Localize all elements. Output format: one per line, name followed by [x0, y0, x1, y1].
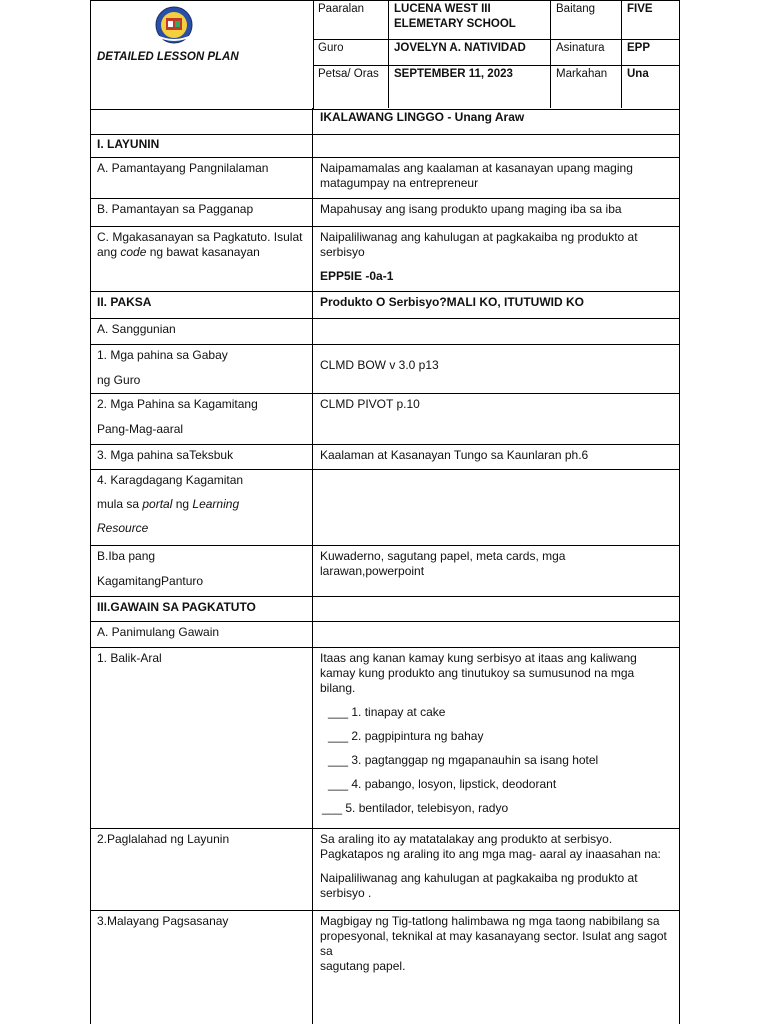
ibapang-value: Kuwaderno, sagutang papel, meta cards, mga larawan,powerpoint — [320, 549, 566, 578]
malayang-row — [91, 911, 679, 1024]
paksa-value: Produkto O Serbisyo?MALI KO, ITUTUWID KO — [320, 295, 584, 309]
petsa-label: Petsa/ Oras — [313, 66, 389, 108]
guro-label: Guro — [313, 40, 389, 65]
paksa-label: II. PAKSA — [91, 292, 313, 318]
panimulang-row — [91, 622, 679, 648]
petsa-value: SEPTEMBER 11, 2023 — [389, 66, 551, 108]
paaralan-label: Paaralan — [313, 1, 389, 39]
balik-aral-label: 1. Balik-Aral — [91, 648, 313, 828]
list-item: ___ 3. pagtanggap ng mgapanauhin sa isang hotel — [328, 753, 599, 767]
week-value: IKALAWANG LINGGO - Unang Araw — [320, 110, 525, 124]
header-row-paaralan — [313, 1, 679, 40]
guro-value: JOVELYN A. NATIVIDAD — [389, 40, 551, 65]
lesson-plan-page — [90, 0, 680, 1024]
list-item: ___ 1. tinapay at cake — [328, 705, 446, 719]
header-title-cell — [91, 1, 314, 109]
gawain-heading: III.GAWAIN SA PAGKATUTO — [91, 597, 313, 621]
week-row — [91, 108, 679, 135]
ibapang-label: B.Iba pang KagamitangPanturo — [91, 546, 313, 596]
header-info-grid — [313, 1, 679, 109]
list-item: ___ 5. bentilador, telebisyon, radyo — [322, 801, 509, 815]
malayang-value: Magbigay ng Tig-tatlong halimbawa ng mga taong nabibilang sa propesyonal, teknikal at may kasanayang sector. Isulat ang sagot sa sagutang papel. — [320, 914, 667, 973]
pagganap-label: B. Pamantayan sa Pagganap — [91, 199, 313, 226]
paglalahad-row — [91, 829, 679, 911]
gabay-row — [91, 345, 679, 394]
pamantayang-label: A. Pamantayang Pangnilalaman — [91, 158, 313, 198]
paglalahad-label: 2.Paglalahad ng Layunin — [91, 829, 313, 910]
kasanayan-value: Naipaliliwanag ang kahulugan at pagkakaiba ng produkto at serbisyo EPP5IE -0a-1 — [313, 227, 679, 291]
ibapang-row — [91, 546, 679, 597]
kasanayan-row — [91, 227, 679, 292]
kasanayan-code: EPP5IE -0a-1 — [320, 269, 394, 283]
baitang-label: Baitang — [551, 1, 622, 39]
document-title: DETAILED LESSON PLAN — [97, 51, 239, 63]
asinatura-label: Asinatura — [551, 40, 622, 65]
paksa-row — [91, 292, 679, 319]
layunin-row — [91, 135, 679, 158]
layunin-empty — [313, 135, 679, 157]
markahan-value: Una — [627, 68, 649, 80]
panimulang-empty — [313, 622, 679, 647]
karagdagang-empty — [313, 470, 679, 545]
teksbuk-label: 3. Mga pahina saTeksbuk — [91, 445, 313, 469]
teksbuk-value: Kaalaman at Kasanayan Tungo sa Kaunlaran ph.6 — [320, 448, 589, 462]
header-row-guro — [313, 40, 679, 66]
malayang-label: 3.Malayang Pagsasanay — [91, 911, 313, 1024]
sanggunian-row — [91, 319, 679, 345]
pamantayang-row — [91, 158, 679, 199]
markahan-label: Markahan — [551, 66, 622, 108]
gawain-row — [91, 597, 679, 622]
balik-aral-value: Itaas ang kanan kamay kung serbisyo at itaas ang kaliwang kamay kung produkto ang tinutukoy sa sumusunod na mga bilang. ___ 1. tinapay at cake ___ 2. pagpipintura ng bahay ___ 3. pagtanggap ng mgapanauhin sa isang hotel ___ 4. pabango, losyon, lipstick, deodorant ___ 5. bentilador, telebisyon, radyo — [313, 648, 679, 828]
lesson-plan-header — [91, 0, 679, 110]
kasanayan-label: C. Mgakasanayan sa Pagkatuto. Isulat ang code ng bawat kasanayan — [91, 227, 313, 291]
school-logo-icon — [149, 5, 199, 45]
sanggunian-label: A. Sanggunian — [91, 319, 313, 344]
paglalahad-value: Sa araling ito ay matatalakay ang produkto at serbisyo. Pagkatapos ng araling ito ang mga mag- aaral ay inaasahan na: Naipaliliwanag ang kahulugan at pagkakaiba ng produkto at serbisyo . — [320, 832, 661, 900]
karagdagang-row — [91, 470, 679, 546]
kagamitang-value: CLMD PIVOT p.10 — [320, 397, 420, 411]
pagganap-value: Mapahusay ang isang produkto upang maging iba sa iba — [320, 202, 622, 216]
balik-aral-row — [91, 648, 679, 829]
week-row-empty — [91, 108, 313, 134]
list-item: ___ 4. pabango, losyon, lipstick, deodorant — [328, 777, 557, 791]
gawain-empty — [313, 597, 679, 621]
asinatura-value: EPP — [627, 42, 651, 54]
karagdagang-label: 4. Karagdagang Kagamitan mula sa portal ng Learning Resource — [91, 470, 313, 545]
gabay-label: 1. Mga pahina sa Gabay ng Guro — [91, 345, 313, 393]
panimulang-label: A. Panimulang Gawain — [91, 622, 313, 647]
sanggunian-empty — [313, 319, 679, 344]
kagamitang-row — [91, 394, 679, 445]
pagganap-row — [91, 199, 679, 227]
paaralan-value: LUCENA WEST III ELEMETARY SCHOOL — [389, 1, 551, 39]
kagamitang-label: 2. Mga Pahina sa Kagamitang Pang-Mag-aaral — [91, 394, 313, 444]
teksbuk-row — [91, 445, 679, 470]
baitang-value: FIVE — [627, 3, 653, 15]
list-item: ___ 2. pagpipintura ng bahay — [328, 729, 484, 743]
layunin-heading: I. LAYUNIN — [91, 135, 313, 157]
header-row-petsa — [313, 66, 679, 108]
pamantayang-value: Naipamamalas ang kaalaman at kasanayan upang maging matagumpay na entrepreneur — [320, 161, 633, 190]
gabay-value: CLMD BOW v 3.0 p13 — [320, 358, 439, 372]
